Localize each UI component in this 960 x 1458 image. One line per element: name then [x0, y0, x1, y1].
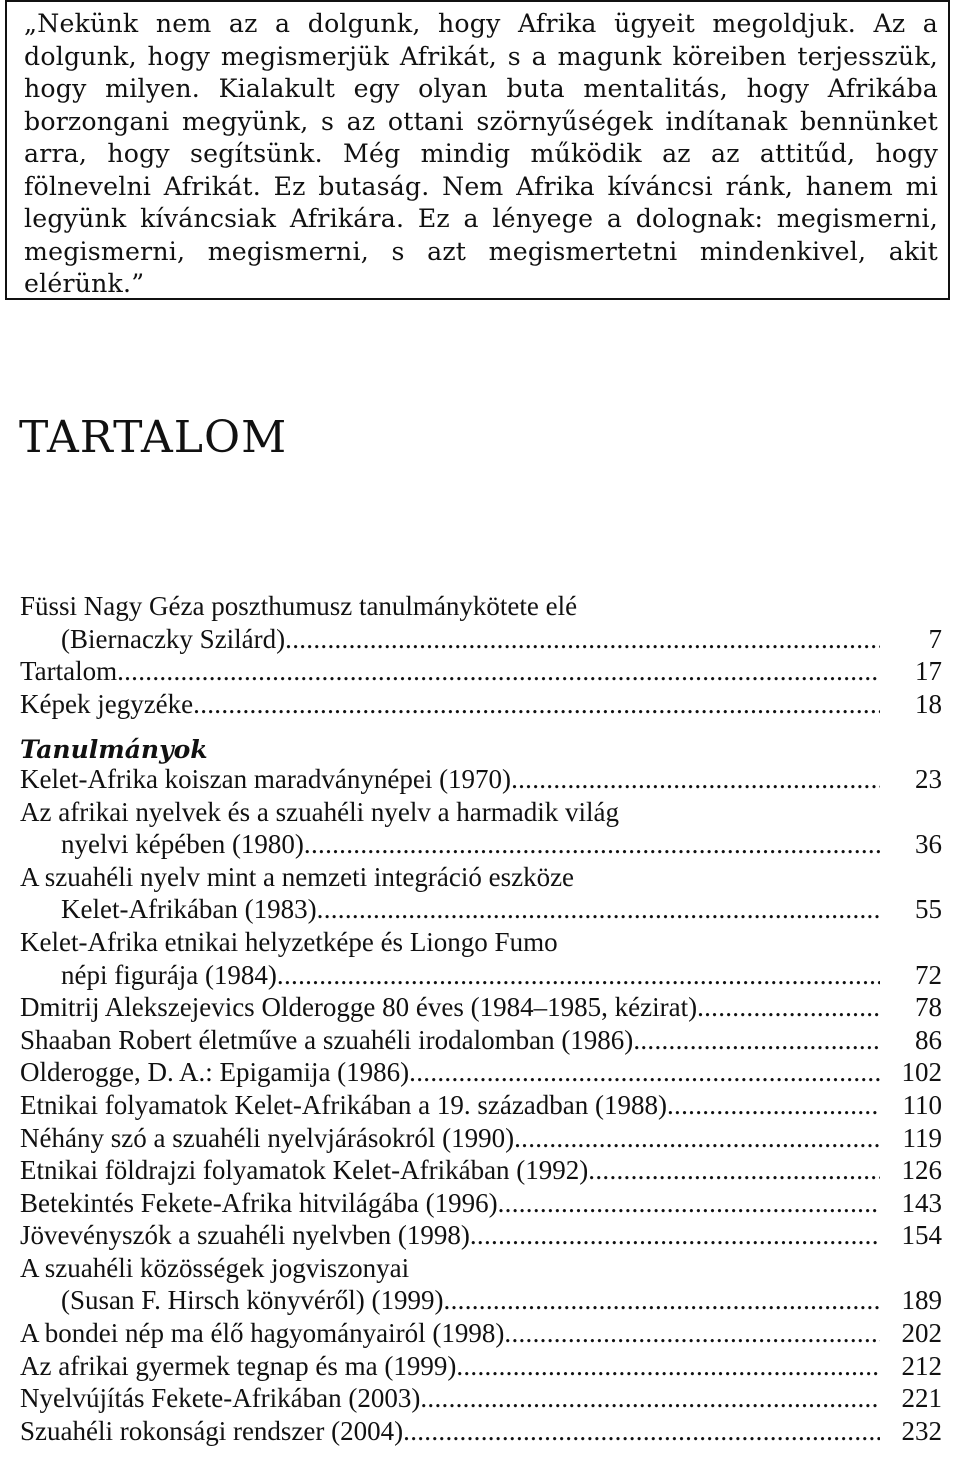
toc-entry-page: 86	[915, 1024, 942, 1055]
epigraph-quote-box	[5, 0, 950, 300]
toc-entry	[20, 1382, 942, 1415]
toc-leader-dots	[511, 763, 880, 796]
toc-leader-dots	[588, 1154, 880, 1187]
toc-entry-title: Etnikai folyamatok Kelet-Afrikában a 19. században (1988)	[20, 1089, 667, 1120]
toc-entry-title: Etnikai földrajzi folyamatok Kelet-Afrikában (1992)	[20, 1155, 589, 1186]
toc-entry-page: 221	[901, 1383, 942, 1414]
toc-entry-title: Kelet-Afrika etnikai helyzetképe és Liongo Fumo	[20, 926, 558, 957]
toc-entry	[20, 861, 942, 894]
toc-leader-dots	[304, 828, 880, 861]
toc-leader-dots	[504, 1317, 880, 1350]
toc-leader-dots	[409, 1056, 880, 1089]
toc-entry	[20, 1056, 942, 1089]
toc-entry-page: 154	[901, 1220, 942, 1251]
toc-entry	[20, 1350, 942, 1383]
toc-entry-title: Füssi Nagy Géza poszthumusz tanulmánykötete elé	[20, 591, 578, 621]
toc-entry-title: Néhány szó a szuahéli nyelvjárásokról (1990)	[20, 1122, 515, 1153]
toc-entry-title: A szuahéli nyelv mint a nemzeti integráció eszköze	[20, 861, 575, 892]
toc-entry	[20, 1154, 942, 1187]
toc-leader-dots	[285, 623, 880, 656]
toc-entry-page: 119	[902, 1122, 942, 1153]
toc-entry-title: (Susan F. Hirsch könyvéről) (1999)	[61, 1285, 444, 1316]
toc-entry-title: Az afrikai gyermek tegnap és ma (1999)	[20, 1350, 457, 1381]
toc-entry	[20, 1187, 942, 1220]
toc-entry-page: 18	[915, 688, 942, 719]
toc-entry	[20, 959, 942, 992]
toc-leader-dots	[470, 1219, 880, 1252]
toc-entry-page: 232	[901, 1415, 942, 1446]
toc-entry	[20, 763, 942, 796]
epigraph-quote-text: „Nekünk nem az a dolgunk, hogy Afrika ügyeit megoldjuk. Az a dolgunk, hogy megismerjük Afrikát, s a magunk köreiben terjesszük, hogy milyen. Kialakult egy olyan buta mentalitás, hogy Afrikába borzongani megyünk, s az ottani szörnyűségek indítanak bennünket arra, hogy segítsünk. Még mindig működik az az attitűd, hogy fölnevelni Afrikát. Ez butaság. Nem Afrika kíváncsi ránk, hanem mi legyünk kíváncsiak Afrikára. Ez a lényege a dolognak: megismerni, megismerni, megismerni, s azt megismertetni mindenkivel, akit elérünk.”	[24, 9, 938, 298]
toc-spacer	[20, 720, 942, 730]
toc-section-title: Tanulmányok	[20, 735, 208, 765]
toc-entry-title: Nyelvújítás Fekete-Afrikában (2003)	[20, 1383, 421, 1414]
toc-leader-dots	[193, 688, 880, 721]
contents-heading: TARTALOM	[19, 412, 288, 463]
toc-entry-page: 78	[915, 992, 942, 1023]
toc-entry	[20, 1219, 942, 1252]
toc-entry	[20, 893, 942, 926]
toc-entry	[20, 828, 942, 861]
toc-entry-title: Az afrikai nyelvek és a szuahéli nyelv a harmadik világ	[20, 796, 620, 827]
toc-entry-page: 55	[915, 894, 942, 925]
toc-entry-page: 110	[902, 1089, 942, 1120]
toc-entry-title: A bondei nép ma élő hagyományairól (1998)	[20, 1318, 505, 1349]
toc-entry	[20, 623, 942, 656]
toc-entry-page: 7	[928, 623, 942, 654]
toc-leader-dots	[277, 959, 880, 992]
toc-entry	[20, 796, 942, 829]
toc-entry	[20, 1284, 942, 1317]
toc-entry-title: Kelet-Afrikában (1983)	[61, 894, 317, 925]
toc-entry-page: 102	[901, 1057, 942, 1088]
toc-entry	[20, 1317, 942, 1350]
toc-leader-dots	[633, 1024, 880, 1057]
toc-entry-page: 72	[915, 959, 942, 990]
toc-entry-page: 36	[915, 829, 942, 860]
toc-entry	[20, 991, 942, 1024]
toc-entry	[20, 1024, 942, 1057]
table-of-contents	[20, 590, 942, 1447]
toc-entry	[20, 655, 942, 688]
toc-entry-title: Képek jegyzéke	[20, 688, 194, 719]
toc-entry-page: 212	[901, 1350, 942, 1381]
toc-leader-dots	[420, 1382, 880, 1415]
toc-entry-page: 189	[901, 1285, 942, 1316]
toc-entry-title: Tartalom	[20, 656, 118, 687]
toc-entry-page: 17	[915, 656, 942, 687]
toc-entry-page: 23	[915, 763, 942, 794]
toc-entry-title: (Biernaczky Szilárd)	[61, 623, 286, 654]
toc-leader-dots	[403, 1415, 880, 1448]
toc-leader-dots	[498, 1187, 880, 1220]
toc-entry	[20, 1089, 942, 1122]
toc-entry	[20, 1252, 942, 1285]
toc-entry	[20, 590, 942, 623]
toc-entry-title: A szuahéli közösségek jogviszonyai	[20, 1252, 410, 1283]
toc-entry	[20, 1415, 942, 1448]
toc-leader-dots	[444, 1284, 880, 1317]
toc-entry	[20, 688, 942, 721]
toc-leader-dots	[317, 893, 880, 926]
toc-leader-dots	[514, 1122, 880, 1155]
toc-entry-page: 202	[901, 1318, 942, 1349]
toc-entry-title: Kelet-Afrika koiszan maradványnépei (1970)	[20, 763, 512, 794]
toc-entry-title: Shaaban Robert életműve a szuahéli irodalomban (1986)	[20, 1024, 634, 1055]
toc-entry-title: népi figurája (1984)	[61, 959, 277, 990]
toc-leader-dots	[117, 655, 880, 688]
toc-entry-title: nyelvi képében (1980)	[61, 829, 304, 860]
toc-leader-dots	[456, 1350, 880, 1383]
toc-entry-title: Jövevényszók a szuahéli nyelvben (1998)	[20, 1220, 470, 1251]
toc-leader-dots	[697, 991, 880, 1024]
toc-entry	[20, 1122, 942, 1155]
toc-entry-page: 126	[901, 1155, 942, 1186]
toc-entry	[20, 926, 942, 959]
toc-entry-title: Dmitrij Alekszejevics Olderogge 80 éves (1984–1985, kézirat)	[20, 992, 698, 1023]
toc-leader-dots	[667, 1089, 880, 1122]
toc-entry-page: 143	[901, 1187, 942, 1218]
toc-entry-title: Betekintés Fekete-Afrika hitvilágába (1996)	[20, 1187, 498, 1218]
toc-entry-title: Szuahéli rokonsági rendszer (2004)	[20, 1415, 404, 1446]
toc-entry-title: Olderogge, D. A.: Epigamija (1986)	[20, 1057, 410, 1088]
